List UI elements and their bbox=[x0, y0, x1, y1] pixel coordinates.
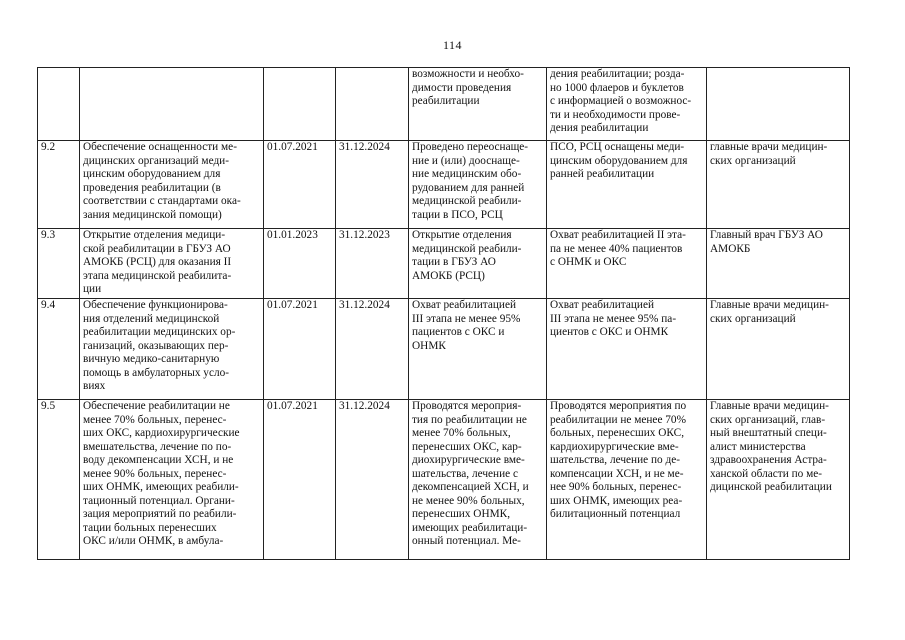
cell-line: проведения реабилитации (в bbox=[83, 181, 221, 194]
cell-line: менее 90% больных, перенес- bbox=[83, 467, 227, 480]
cell-line: соответствии с стандартами ока- bbox=[83, 195, 241, 207]
cell-result bbox=[409, 299, 547, 400]
cell-line: па не менее 40% пациентов bbox=[550, 242, 683, 255]
cell-line: дения реабилитации; розда- bbox=[550, 68, 685, 80]
cell-start-date: 01.07.2021 bbox=[264, 299, 336, 400]
cell-line: Главные врачи медицин- bbox=[710, 299, 829, 311]
cell-line: Проводятся мероприя- bbox=[412, 400, 522, 412]
cell-line: ный внештатный специ- bbox=[710, 427, 827, 439]
cell-line: перенесших ОКС, кар- bbox=[412, 440, 522, 453]
cell-end-date: 31.12.2024 bbox=[336, 400, 409, 560]
cell-line: ОНМК bbox=[412, 339, 446, 352]
cell-line: возможности и необхо- bbox=[412, 68, 524, 80]
cell-line: зания медицинской помощи) bbox=[83, 208, 222, 221]
cell-line: ских организаций bbox=[710, 154, 796, 167]
cell-responsible bbox=[707, 229, 850, 299]
cell-line: кардиохирургические вме- bbox=[550, 440, 679, 453]
table-row bbox=[38, 299, 850, 400]
cell-line: этапа медицинской реабилита- bbox=[83, 269, 232, 282]
cell-indicator bbox=[547, 229, 707, 299]
cell-line: дицинских организаций меди- bbox=[83, 154, 229, 167]
cell-line: АМОКБ bbox=[710, 242, 751, 255]
cell-line: Обеспечение оснащенности ме- bbox=[83, 141, 237, 153]
cell-line: с информацией о возможнос- bbox=[550, 95, 692, 107]
cell-line: циентов с ОКС и ОНМК bbox=[550, 326, 669, 338]
cell-line: компенсации ХСН, и не ме- bbox=[550, 467, 684, 480]
cell-number: 9.2 bbox=[38, 141, 80, 229]
cell-line: Открытие отделения медици- bbox=[83, 229, 226, 241]
cell-line: перенесших ОНМК, bbox=[412, 508, 511, 520]
cell-end-date: 31.12.2024 bbox=[336, 141, 409, 229]
cell-line: реабилитации bbox=[412, 95, 480, 107]
cell-indicator bbox=[547, 400, 707, 560]
cell-line: Обеспечение реабилитации не bbox=[83, 400, 230, 412]
cell-line: с ОНМК и ОКС bbox=[550, 256, 627, 268]
cell-line: Открытие отделения bbox=[412, 229, 512, 241]
cell-line: главные врачи медицин- bbox=[710, 141, 828, 153]
cell-result bbox=[409, 141, 547, 229]
cell-line: АМОКБ (РСЦ) bbox=[412, 269, 485, 282]
cell-line: тации в ПСО, РСЦ bbox=[412, 208, 503, 221]
cell-line: Проведено переоснаще- bbox=[412, 141, 529, 153]
cell-line: диохирургические вме- bbox=[412, 454, 525, 466]
cell-event bbox=[80, 141, 264, 229]
cell-start-date bbox=[264, 68, 336, 141]
cell-line: зация мероприятий по реабили- bbox=[83, 508, 237, 520]
cell-line: реабилитации не менее 70% bbox=[550, 413, 686, 426]
cell-line: не менее 90% больных, bbox=[412, 494, 525, 507]
cell-line: Обеспечение функционирова- bbox=[83, 299, 228, 311]
cell-result bbox=[409, 68, 547, 141]
cell-line: здравоохранения Астра- bbox=[710, 454, 827, 466]
cell-line: тационный потенциал. Органи- bbox=[83, 494, 235, 507]
cell-end-date: 31.12.2024 bbox=[336, 299, 409, 400]
cell-indicator bbox=[547, 141, 707, 229]
cell-line: ганизаций, оказывающих пер- bbox=[83, 339, 229, 352]
cell-line: ских организаций, глав- bbox=[710, 413, 826, 426]
cell-event bbox=[80, 299, 264, 400]
cell-line: менее 70% больных, bbox=[412, 427, 511, 439]
cell-end-date bbox=[336, 68, 409, 141]
cell-line: ских организаций bbox=[710, 312, 796, 325]
cell-result bbox=[409, 400, 547, 560]
cell-line: димости проведения bbox=[412, 81, 512, 94]
cell-line: дицинской реабилитации bbox=[710, 481, 832, 493]
cell-line: тации больных перенесших bbox=[83, 521, 217, 534]
cell-start-date: 01.07.2021 bbox=[264, 400, 336, 560]
cell-number: 9.5 bbox=[38, 400, 80, 560]
table-row bbox=[38, 141, 850, 229]
cell-responsible bbox=[707, 141, 850, 229]
cell-line: АМОКБ (РСЦ) для оказания II bbox=[83, 256, 232, 268]
cell-line: ших ОНМК, имеющих реа- bbox=[550, 494, 683, 507]
cell-line: ти и необходимости прове- bbox=[550, 108, 681, 121]
cell-line: ние медицинским обо- bbox=[412, 168, 522, 180]
cell-line: ние и (или) дооснаще- bbox=[412, 154, 520, 167]
cell-number: 9.3 bbox=[38, 229, 80, 299]
cell-line: ния отделений медицинской bbox=[83, 312, 220, 325]
cell-line: Охват реабилитацией II эта- bbox=[550, 229, 686, 241]
cell-line: Охват реабилитацией bbox=[550, 299, 655, 311]
cell-line: III этапа не менее 95% bbox=[412, 312, 521, 325]
cell-line: тия по реабилитации не bbox=[412, 413, 527, 426]
cell-responsible bbox=[707, 68, 850, 141]
cell-line: цинским оборудованием для bbox=[83, 168, 221, 180]
cell-event bbox=[80, 400, 264, 560]
table-row bbox=[38, 400, 850, 560]
cell-line: алист министерства bbox=[710, 440, 806, 453]
cell-line: помощь в амбулаторных усло- bbox=[83, 366, 230, 379]
cell-start-date: 01.01.2023 bbox=[264, 229, 336, 299]
page-number: 114 bbox=[442, 38, 463, 52]
cell-line: ханской области по ме- bbox=[710, 467, 823, 480]
cell-number: 9.4 bbox=[38, 299, 80, 400]
cell-line: декомпенсацией ХСН, и bbox=[412, 481, 529, 493]
cell-line: онный потенциал. Ме- bbox=[412, 535, 521, 547]
cell-end-date: 31.12.2023 bbox=[336, 229, 409, 299]
cell-responsible bbox=[707, 299, 850, 400]
cell-line: ших ОНМК, имеющих реабили- bbox=[83, 481, 239, 493]
cell-line: III этапа не менее 95% па- bbox=[550, 312, 677, 325]
cell-line: шательства, лечение по де- bbox=[550, 454, 680, 466]
cell-start-date: 01.07.2021 bbox=[264, 141, 336, 229]
cell-line: билитационный потенциал bbox=[550, 508, 681, 520]
cell-line: воду декомпенсации ХСН, и не bbox=[83, 454, 234, 466]
cell-line: цинским оборудованием для bbox=[550, 154, 688, 167]
cell-line: медицинской реабили- bbox=[412, 242, 522, 255]
cell-line: тации в ГБУЗ АО bbox=[412, 256, 496, 268]
cell-line: Главный врач ГБУЗ АО bbox=[710, 229, 823, 241]
cell-line: пациентов с ОКС и bbox=[412, 326, 505, 338]
cell-line: Проводятся мероприятия по bbox=[550, 400, 687, 412]
cell-line: Охват реабилитацией bbox=[412, 299, 517, 311]
cell-line: виях bbox=[83, 380, 106, 392]
cell-line: Главные врачи медицин- bbox=[710, 400, 829, 412]
cell-line: ской реабилитации в ГБУЗ АО bbox=[83, 242, 231, 255]
cell-indicator bbox=[547, 299, 707, 400]
cell-event bbox=[80, 68, 264, 141]
cell-responsible bbox=[707, 400, 850, 560]
cell-line: медицинской реабили- bbox=[412, 195, 522, 207]
cell-line: вмешательства, лечение по по- bbox=[83, 440, 232, 453]
cell-line: шательства, лечение с bbox=[412, 467, 518, 480]
cell-event bbox=[80, 229, 264, 299]
cell-line: ранней реабилитации bbox=[550, 168, 655, 180]
cell-line: ших ОКС, кардиохирургические bbox=[83, 427, 240, 439]
cell-line: дения реабилитации bbox=[550, 122, 649, 134]
cell-line: но 1000 флаеров и буклетов bbox=[550, 81, 684, 94]
cell-number bbox=[38, 68, 80, 141]
activity-table bbox=[37, 67, 850, 560]
table-row bbox=[38, 68, 850, 141]
cell-line: реабилитации медицинских ор- bbox=[83, 326, 236, 338]
cell-line: ПСО, РСЦ оснащены меди- bbox=[550, 141, 685, 153]
cell-line: ОКС и/или ОНМК, в амбула- bbox=[83, 535, 224, 547]
cell-line: вичную медико-санитарную bbox=[83, 353, 220, 365]
cell-line: ции bbox=[83, 283, 102, 295]
cell-indicator bbox=[547, 68, 707, 141]
cell-line: менее 70% больных, перенес- bbox=[83, 413, 227, 426]
table-row bbox=[38, 229, 850, 299]
cell-line: больных, перенесших ОКС, bbox=[550, 427, 685, 439]
cell-line: рудованием для ранней bbox=[412, 181, 525, 194]
cell-result bbox=[409, 229, 547, 299]
cell-line: нее 90% больных, перенес- bbox=[550, 481, 682, 493]
cell-line: имеющих реабилитаци- bbox=[412, 521, 528, 534]
